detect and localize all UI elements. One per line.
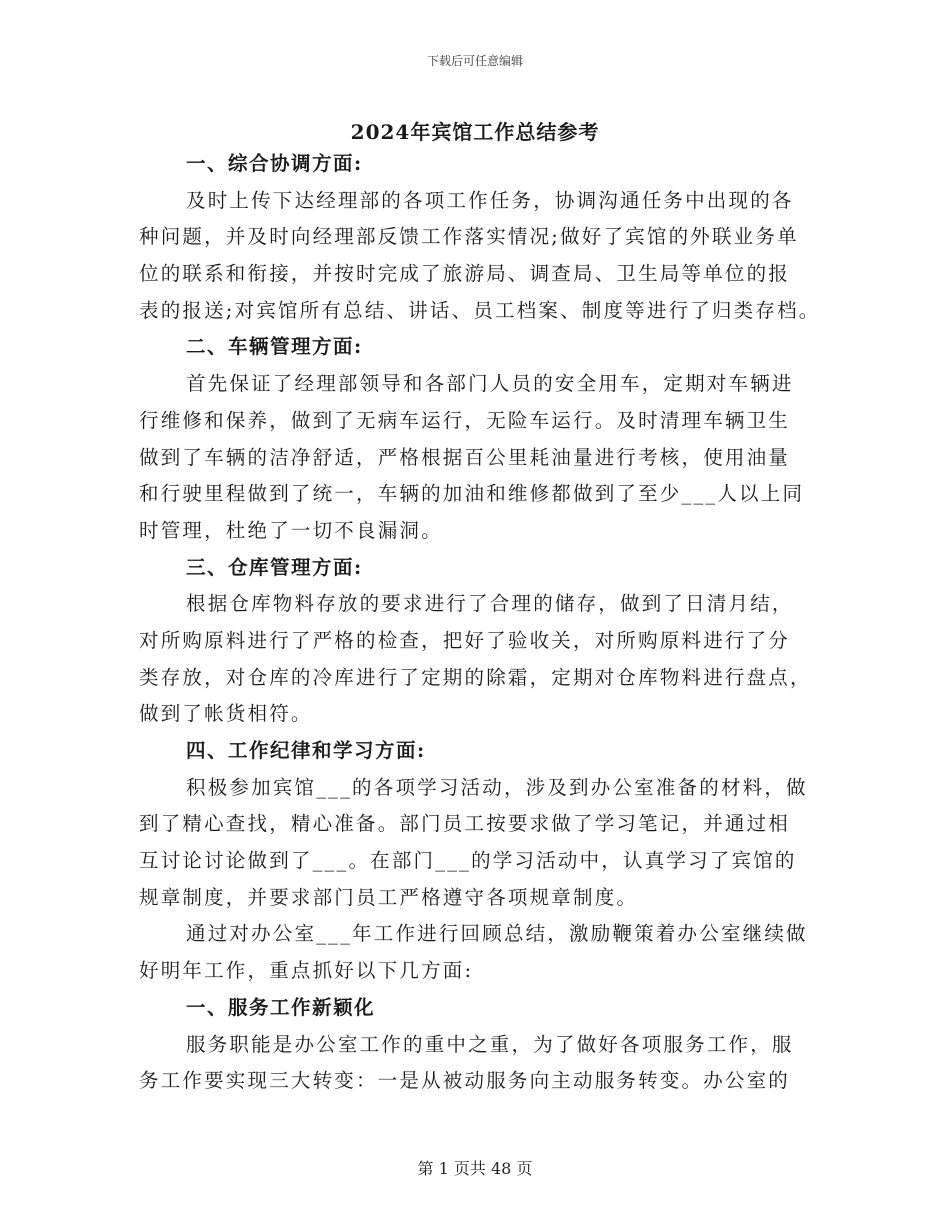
section-heading: 一、服务工作新颖化	[186, 995, 376, 1019]
section-heading: 四、工作纪律和学习方面:	[186, 739, 426, 762]
section-heading: 二、车辆管理方面:	[186, 335, 363, 359]
paragraph-line: 到了精心查找，精心准备。部门员工按要求做了学习笔记，并通过相	[139, 812, 791, 836]
paragraph-line: 务工作要实现三大转变：一是从被动服务向主动服务转变。办公室的	[139, 1069, 791, 1093]
paragraph-line: 首先保证了经理部领导和各部门人员的安全用车，定期对车辆进	[186, 372, 794, 396]
section-heading: 三、仓库管理方面:	[186, 555, 363, 579]
page-number: 第 1 页共 48 页	[417, 1159, 533, 1178]
paragraph-line: 服务职能是办公室工作的重中之重，为了做好各项服务工作，服	[186, 1032, 794, 1056]
page-header-note: 下载后可任意编辑	[426, 54, 523, 68]
paragraph-line: 及时上传下达经理部的各项工作任务，协调沟通任务中出现的各	[186, 188, 794, 212]
paragraph-line: 表的报送;对宾馆所有总结、讲话、员工档案、制度等进行了归类存档。	[139, 298, 821, 322]
document-body	[139, 146, 819, 1100]
paragraph-line: 互讨论讨论做到了___。在部门___的学习活动中，认真学习了宾馆的	[139, 849, 797, 873]
paragraph-line: 通过对办公室___年工作进行回顾总结，激励鞭策着办公室继续做	[186, 922, 808, 946]
section-heading: 一、综合协调方面:	[186, 152, 363, 175]
paragraph-line: 做到了帐货相符。	[139, 702, 313, 726]
paragraph-line: 好明年工作，重点抓好以下几方面:	[139, 959, 474, 983]
paragraph-line: 根据仓库物料存放的要求进行了合理的储存，做到了日清月结，	[186, 592, 794, 616]
paragraph-line: 种问题，并及时向经理部反馈工作落实情况;做好了宾馆的外联业务单	[139, 225, 799, 249]
paragraph-line: 行维修和保养，做到了无病车运行，无险车运行。及时清理车辆卫生	[139, 408, 791, 432]
paragraph-line: 和行驶里程做到了统一，车辆的加油和维修都做到了至少___人以上同	[139, 482, 805, 506]
paragraph-line: 时管理，杜绝了一切不良漏洞。	[139, 518, 443, 542]
paragraph-line: 做到了车辆的洁净舒适，严格根据百公里耗油量进行考核，使用油量	[139, 445, 791, 469]
paragraph-line: 位的联系和衔接，并按时完成了旅游局、调查局、卫生局等单位的报	[139, 262, 791, 286]
paragraph-line: 规章制度，并要求部门员工严格遵守各项规章制度。	[139, 885, 639, 909]
paragraph-line: 积极参加宾馆___的各项学习活动，涉及到办公室准备的材料，做	[186, 775, 808, 799]
paragraph-line: 类存放，对仓库的冷库进行了定期的除霜，定期对仓库物料进行盘点，	[139, 665, 812, 689]
paragraph-line: 对所购原料进行了严格的检查，把好了验收关，对所购原料进行了分	[139, 628, 791, 652]
document-title: 2024年宾馆工作总结参考	[350, 120, 600, 144]
